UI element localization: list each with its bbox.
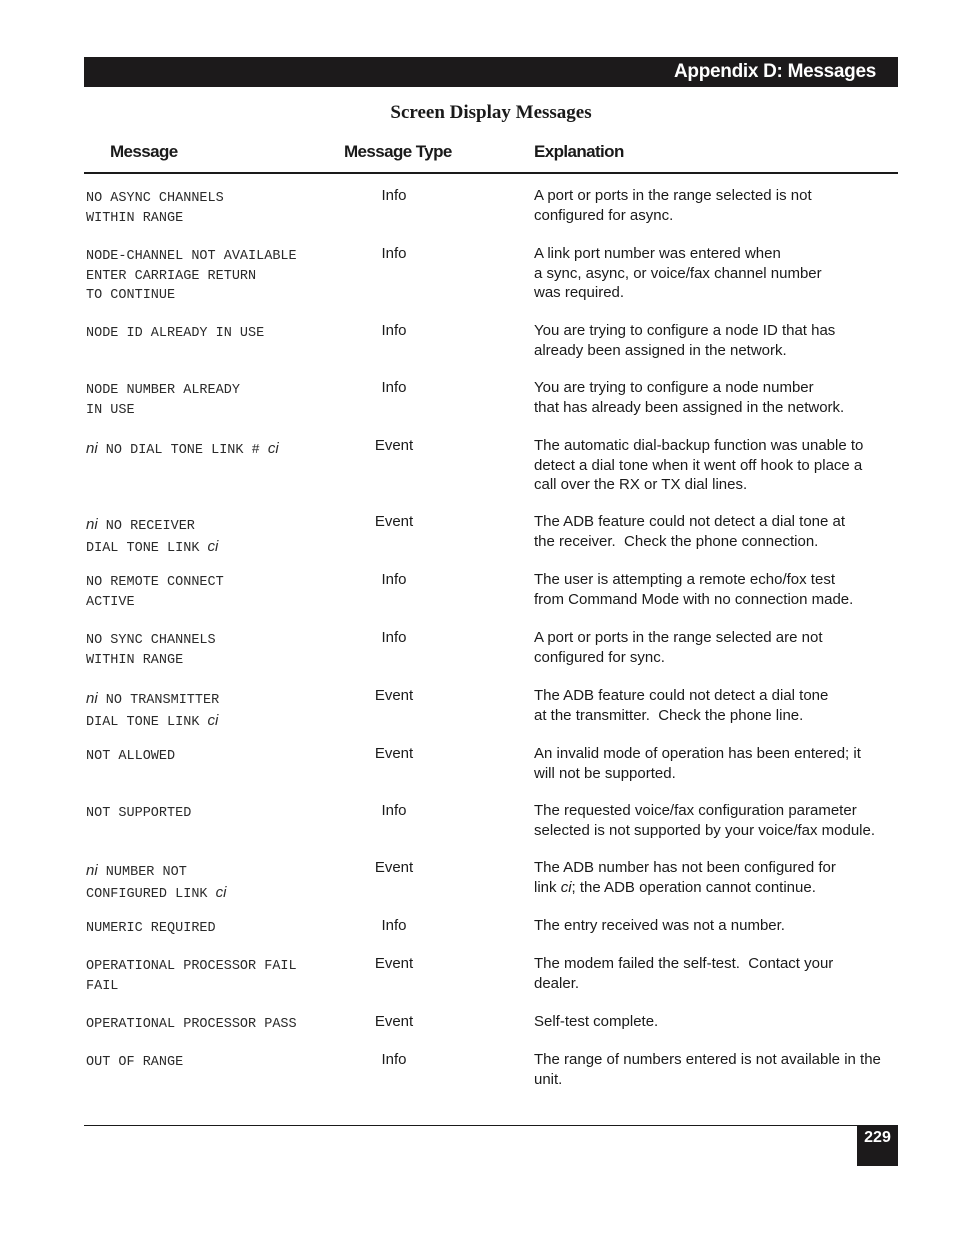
page-number: 229 [864, 1129, 891, 1146]
message-type: Event [374, 859, 414, 876]
message-text [86, 689, 356, 732]
text-line [534, 706, 904, 726]
text-segment: link [534, 878, 561, 896]
text-segment: The user is attempting a remote echo/fox test [534, 571, 835, 588]
text-segment: NO ASYNC CHANNELS [86, 191, 224, 206]
text-line [86, 286, 356, 306]
text-line [534, 764, 904, 784]
text-line [86, 267, 356, 287]
message-type: Info [381, 1051, 407, 1068]
text-line [534, 1050, 904, 1070]
message-text [86, 573, 356, 612]
header-title: Appendix D: Messages [674, 61, 876, 82]
text-segment: NO DIAL TONE LINK # [97, 443, 268, 458]
text-line [534, 590, 904, 610]
text-line [86, 189, 356, 209]
text-segment: already been assigned in the network. [534, 341, 787, 359]
explanation-text [534, 954, 904, 993]
explanation-text [534, 1012, 904, 1032]
text-segment: Self-test complete. [534, 1013, 659, 1030]
text-segment: OPERATIONAL PROCESSOR PASS [86, 1017, 297, 1032]
text-segment: the receiver. Check the phone connection. [534, 532, 819, 550]
text-segment: configured for async. [534, 206, 674, 224]
text-line [86, 209, 356, 229]
text-segment: NODE ID ALREADY IN USE [86, 326, 265, 341]
explanation-text [534, 244, 904, 303]
text-segment: NO TRANSMITTER [97, 693, 220, 708]
text-segment: A link port number was entered when [534, 245, 781, 262]
text-segment: WITHIN RANGE [86, 652, 184, 668]
text-segment: DIAL TONE LINK [86, 540, 208, 556]
text-segment: OUT OF RANGE [86, 1055, 184, 1070]
explanation-text [534, 916, 904, 936]
text-segment: from Command Mode with no connection made. [534, 590, 854, 608]
text-segment: that has already been assigned in the network. [534, 398, 845, 416]
text-line [86, 573, 356, 593]
text-line [534, 512, 904, 532]
text-segment: ; the ADB operation cannot continue. [571, 878, 816, 896]
explanation-text [534, 686, 904, 725]
text-segment: FAIL [86, 978, 119, 994]
text-segment: configured for sync. [534, 648, 665, 666]
text-line [534, 244, 904, 264]
text-segment: NUMERIC REQUIRED [86, 921, 216, 936]
message-type: Event [374, 513, 414, 530]
text-segment: NUMBER NOT [97, 865, 187, 880]
message-type: Event [374, 687, 414, 704]
text-line [534, 186, 904, 206]
message-text [86, 247, 356, 306]
message-type: Info [381, 917, 407, 934]
message-text [86, 439, 356, 461]
text-line [534, 475, 904, 495]
text-line [534, 532, 904, 552]
text-segment: The ADB number has not been configured for [534, 859, 836, 876]
text-segment: ACTIVE [86, 594, 135, 610]
text-line [86, 957, 356, 977]
text-line [86, 919, 356, 939]
text-segment: will not be supported. [534, 764, 676, 782]
text-line [86, 1053, 356, 1073]
text-segment: You are trying to configure a node ID that has [534, 322, 836, 339]
text-line [534, 686, 904, 706]
message-text [86, 957, 356, 996]
text-segment: DIAL TONE LINK [86, 714, 208, 730]
text-line [534, 648, 904, 668]
message-type: Info [381, 629, 407, 646]
text-line [86, 804, 356, 824]
text-line [86, 401, 356, 421]
message-type: Info [381, 187, 407, 204]
text-segment: The ADB feature could not detect a dial tone [534, 687, 829, 704]
variable-text: ni [86, 862, 98, 879]
message-text [86, 1015, 356, 1035]
column-header-explanation: Explanation [534, 142, 624, 161]
message-type: Info [381, 571, 407, 588]
message-text [86, 189, 356, 228]
message-text [86, 515, 356, 558]
text-line [534, 398, 904, 418]
text-segment: selected is not supported by your voice/fax module. [534, 821, 876, 839]
message-type: Event [374, 745, 414, 762]
text-segment: NO RECEIVER [97, 519, 195, 534]
section-title: Screen Display Messages [390, 102, 592, 123]
text-line [534, 341, 904, 361]
explanation-text [534, 186, 904, 225]
text-segment: ENTER CARRIAGE RETURN [86, 268, 257, 284]
variable-text: ni [86, 440, 98, 457]
text-line [86, 977, 356, 997]
column-header-message: Message [110, 142, 178, 161]
message-text [86, 919, 356, 939]
text-line [534, 283, 904, 303]
variable-text: ci [207, 711, 219, 729]
explanation-text [534, 801, 904, 840]
message-type: Event [374, 955, 414, 972]
explanation-text [534, 1050, 904, 1089]
text-line [534, 744, 904, 764]
explanation-text [534, 321, 904, 360]
explanation-text [534, 378, 904, 417]
explanation-text [534, 570, 904, 609]
message-type: Event [374, 1013, 414, 1030]
text-segment: OPERATIONAL PROCESSOR FAIL [86, 959, 297, 974]
text-line [86, 515, 356, 537]
text-line [534, 916, 904, 936]
text-segment: a sync, async, or voice/fax channel number [534, 264, 822, 282]
explanation-text [534, 512, 904, 551]
text-line [534, 1070, 904, 1090]
text-segment: NOT SUPPORTED [86, 806, 192, 821]
text-segment: dealer. [534, 974, 580, 992]
message-text [86, 804, 356, 824]
text-segment: unit. [534, 1070, 563, 1088]
text-line [534, 801, 904, 821]
text-line [86, 247, 356, 267]
footer-divider [84, 1125, 898, 1126]
explanation-text [534, 436, 904, 495]
text-segment: NOT ALLOWED [86, 749, 176, 764]
page-header-bar [84, 57, 898, 87]
variable-text: ci [560, 878, 572, 896]
text-line [86, 537, 356, 559]
message-type: Info [381, 245, 407, 262]
text-segment: The modem failed the self-test. Contact your [534, 955, 834, 972]
text-segment: IN USE [86, 402, 135, 418]
text-segment: You are trying to configure a node number [534, 379, 814, 396]
text-line [86, 439, 356, 461]
text-line [86, 324, 356, 344]
text-line [534, 378, 904, 398]
text-line [534, 974, 904, 994]
text-line [86, 711, 356, 733]
text-segment: CONFIGURED LINK [86, 886, 216, 902]
text-line [534, 570, 904, 590]
message-text [86, 631, 356, 670]
header-divider [84, 172, 898, 174]
text-line [86, 651, 356, 671]
text-segment: was required. [534, 284, 625, 301]
message-text [86, 747, 356, 767]
text-segment: NODE NUMBER ALREADY [86, 383, 240, 398]
variable-text: ci [267, 440, 279, 457]
text-segment: WITHIN RANGE [86, 210, 184, 226]
variable-text: ni [86, 690, 98, 707]
text-line [86, 1015, 356, 1035]
text-segment: The automatic dial-backup function was unable to [534, 437, 864, 454]
text-line [86, 631, 356, 651]
text-line [534, 456, 904, 476]
text-line [534, 1012, 904, 1032]
text-segment: The range of numbers entered is not available in the [534, 1051, 881, 1068]
variable-text: ni [86, 516, 98, 533]
message-text [86, 324, 356, 344]
variable-text: ci [207, 537, 219, 555]
text-segment: NO SYNC CHANNELS [86, 633, 216, 648]
text-segment: The ADB feature could not detect a dial tone at [534, 513, 846, 530]
text-line [534, 436, 904, 456]
message-type: Info [381, 322, 407, 339]
text-line [534, 821, 904, 841]
text-line [86, 593, 356, 613]
text-segment: The requested voice/fax configuration parameter [534, 802, 857, 819]
text-line [534, 628, 904, 648]
text-segment: The entry received was not a number. [534, 917, 785, 934]
message-text [86, 1053, 356, 1073]
column-header-message-type: Message Type [344, 142, 452, 161]
message-text [86, 381, 356, 420]
text-line [534, 954, 904, 974]
message-type: Info [381, 379, 407, 396]
text-line [534, 206, 904, 226]
text-segment: TO CONTINUE [86, 288, 176, 303]
text-line [86, 747, 356, 767]
text-segment: call over the RX or TX dial lines. [534, 476, 748, 493]
text-segment: detect a dial tone when it went off hook to place a [534, 456, 863, 474]
text-line [86, 689, 356, 711]
text-line [534, 321, 904, 341]
message-type: Event [374, 437, 414, 454]
text-line [86, 883, 356, 905]
text-segment: NODE-CHANNEL NOT AVAILABLE [86, 249, 297, 264]
explanation-text [534, 858, 904, 897]
text-segment: A port or ports in the range selected is not [534, 187, 812, 204]
explanation-text [534, 628, 904, 667]
text-line [534, 858, 904, 878]
variable-text: ci [215, 883, 227, 901]
text-segment: A port or ports in the range selected are not [534, 629, 823, 646]
message-type: Info [381, 802, 407, 819]
text-line [86, 861, 356, 883]
text-line [534, 878, 904, 898]
text-segment: An invalid mode of operation has been entered; it [534, 745, 861, 762]
explanation-text [534, 744, 904, 783]
page-number-box [857, 1126, 898, 1166]
message-text [86, 861, 356, 904]
text-line [86, 381, 356, 401]
text-segment: at the transmitter. Check the phone line. [534, 706, 804, 724]
text-segment: NO REMOTE CONNECT [86, 575, 224, 590]
text-line [534, 264, 904, 284]
